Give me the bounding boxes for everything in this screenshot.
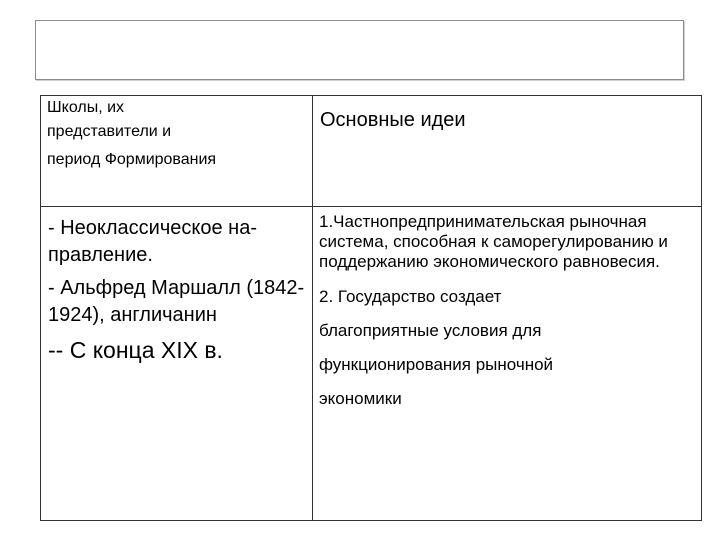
idea-item-1: 1.Частнопредпринимательская рыночная система, способная к саморегулированию и поддержанию экономического равновесия. bbox=[319, 212, 668, 271]
school-representative: - Альфред Маршалл (1842-1924), англичанин bbox=[48, 277, 305, 326]
header-line: Школы, их bbox=[47, 99, 125, 116]
idea-item-2-line: функционирования рыночной bbox=[319, 355, 554, 374]
idea-item-2-line: экономики bbox=[319, 389, 402, 408]
idea-item-2 bbox=[319, 280, 695, 416]
header-cell-ideas: Основные идеи bbox=[313, 96, 702, 207]
table-header-row bbox=[41, 96, 702, 207]
cell-school-info bbox=[41, 207, 313, 521]
school-direction: - Неоклассическое на- правление. bbox=[48, 217, 257, 266]
header-line: период Формирования bbox=[47, 151, 217, 168]
slide-title-box bbox=[35, 20, 684, 80]
table-row bbox=[41, 207, 702, 521]
header-cell-schools bbox=[41, 96, 313, 207]
idea-item-2-line: благоприятные условия для bbox=[319, 321, 542, 340]
header-line: представители и bbox=[47, 123, 172, 140]
idea-item-2-line: 2. Государство создает bbox=[319, 287, 502, 306]
cell-main-ideas bbox=[313, 207, 702, 521]
school-period: -- С конца XIX в. bbox=[48, 337, 223, 363]
schools-table bbox=[40, 95, 702, 521]
